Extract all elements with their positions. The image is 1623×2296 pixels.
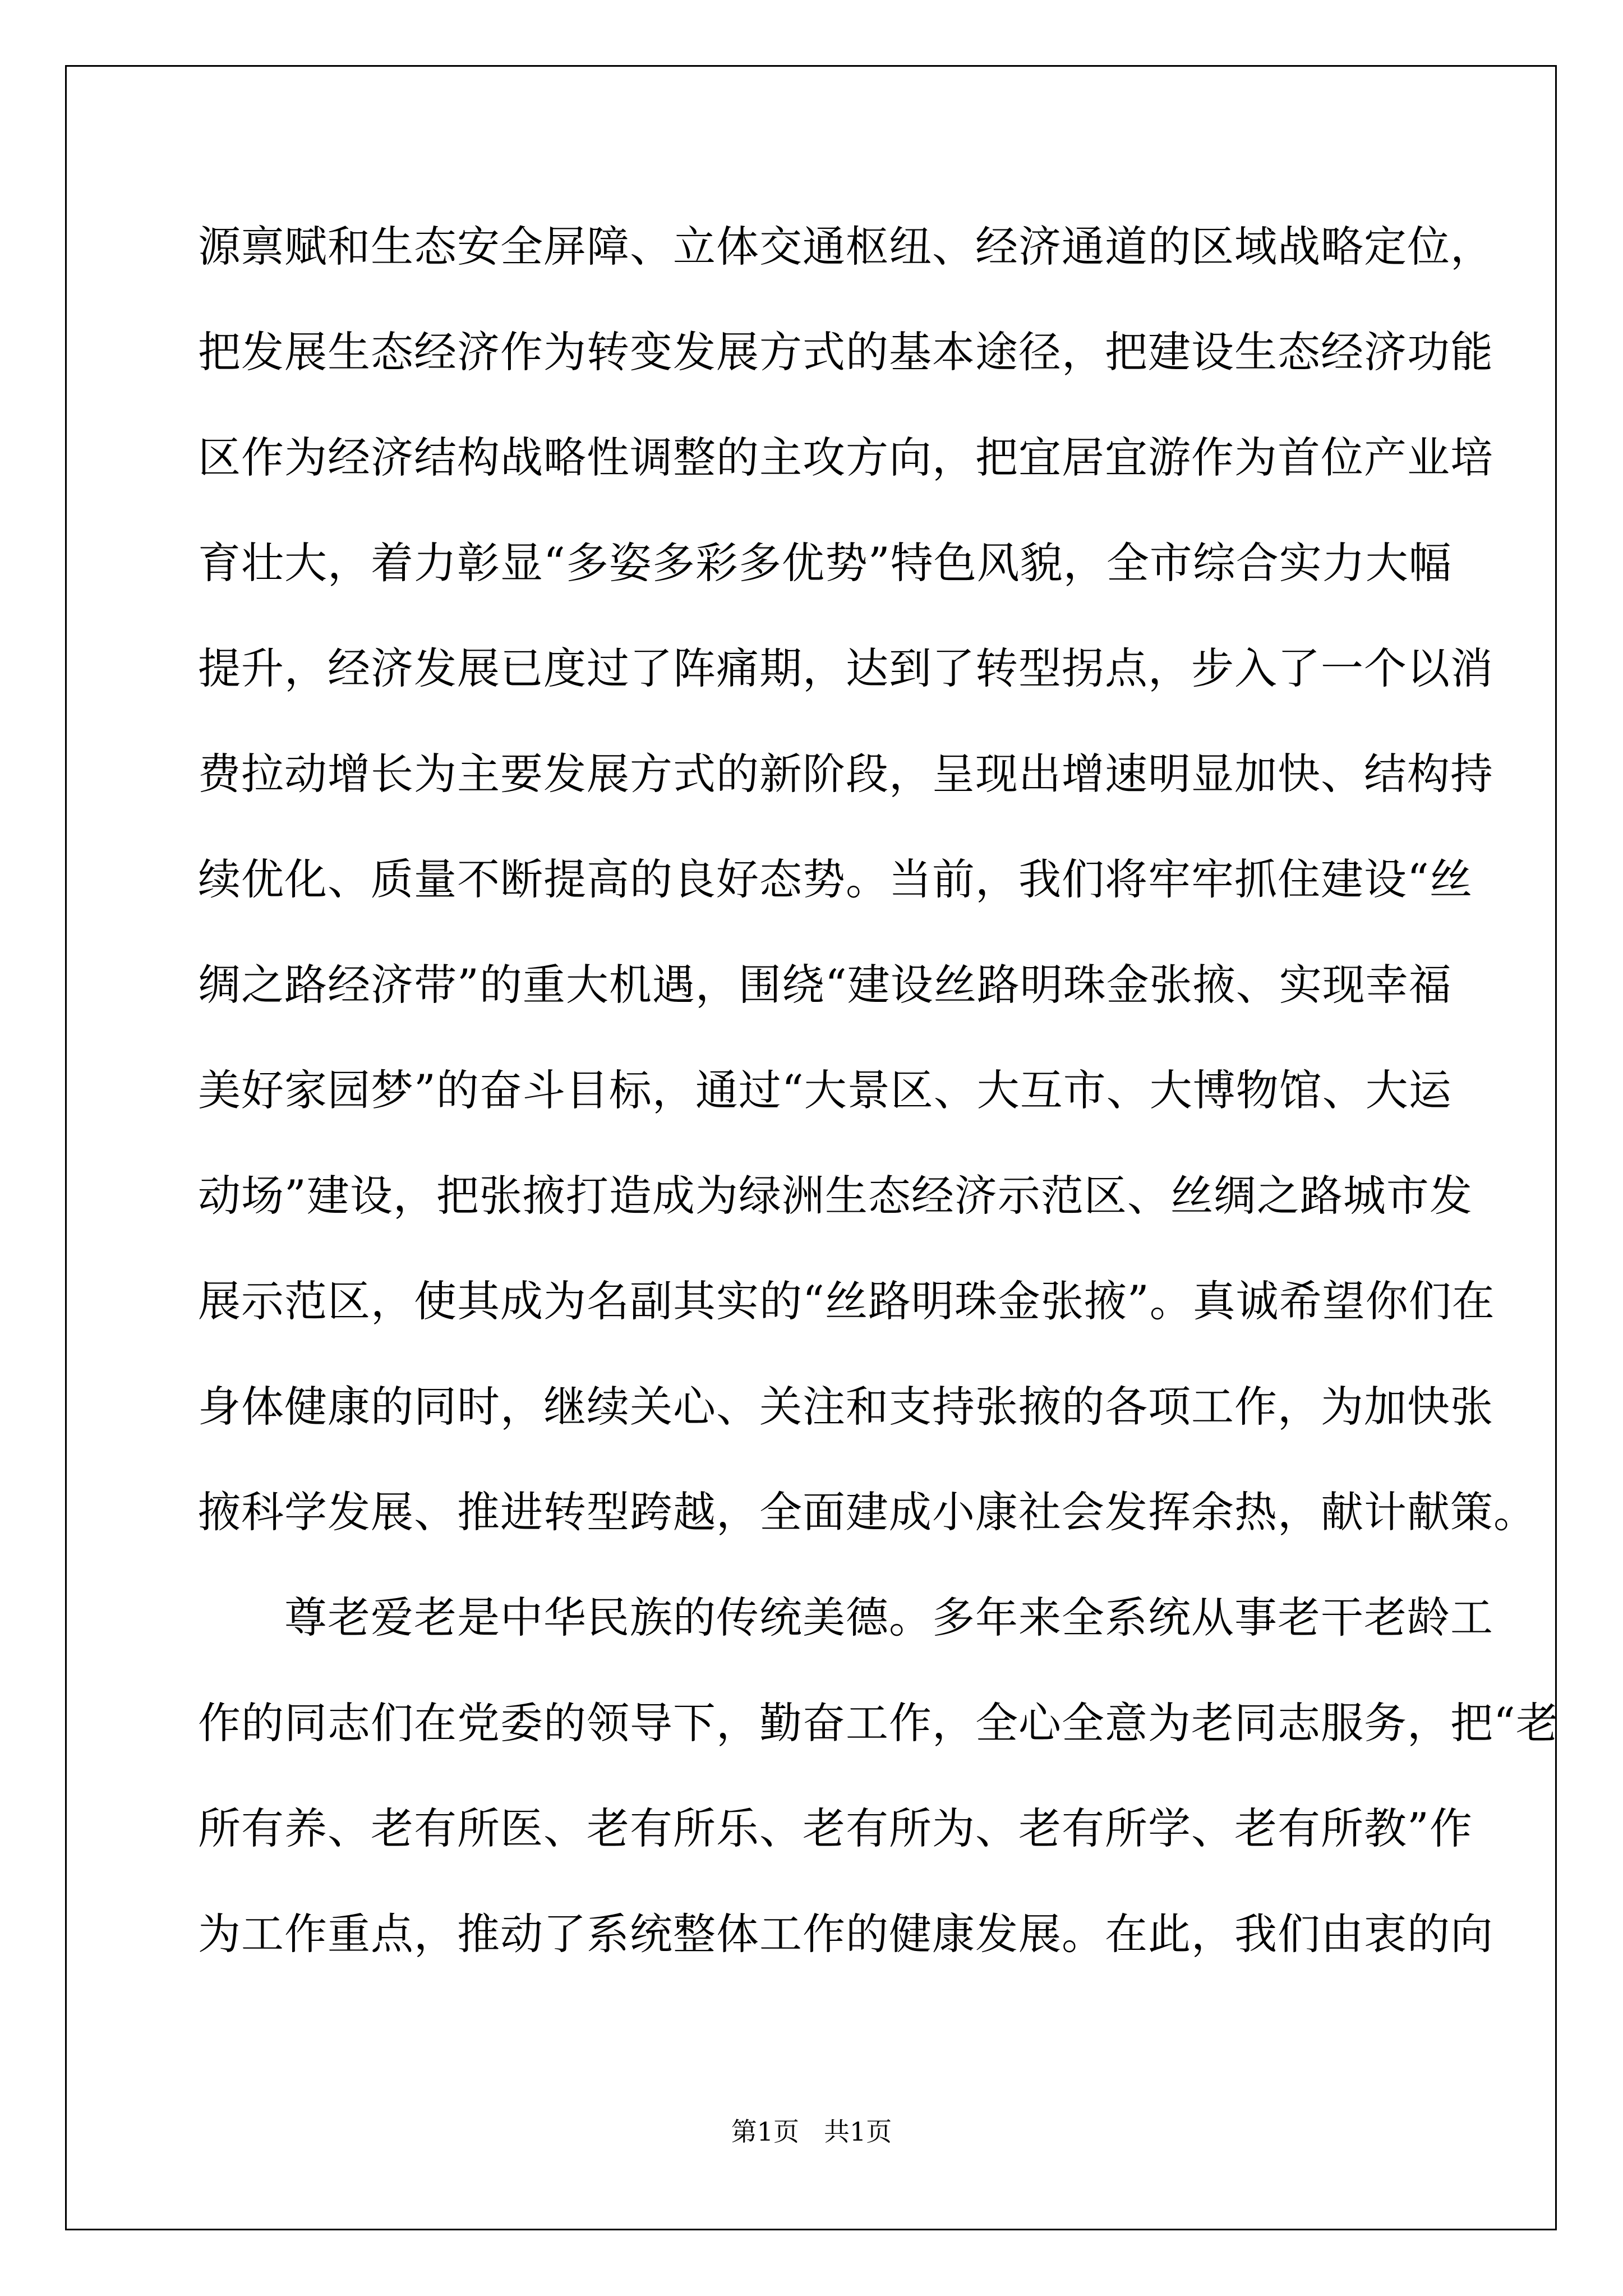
text-line: 育壮大，着力彰显“多姿多彩多优势”特色风貌，全市综合实力大幅 — [198, 538, 1452, 588]
text-line: 所有养、老有所医、老有所乐、老有所为、老有所学、老有所教”作 — [198, 1803, 1473, 1853]
text-line: 区作为经济结构战略性调整的主攻方向，把宜居宜游作为首位产业培 — [198, 432, 1493, 482]
text-line: 为工作重点，推动了系统整体工作的健康发展。在此，我们由衷的向 — [198, 1909, 1493, 1959]
text-line: 身体健康的同时，继续关心、关注和支持张掖的各项工作，为加快张 — [198, 1382, 1493, 1432]
page-footer — [0, 2115, 1623, 2148]
text-line: 展示范区，使其成为名副其实的“丝路明珠金张掖”。真诚希望你们在 — [198, 1276, 1495, 1326]
text-line: 掖科学发展、推进转型跨越，全面建成小康社会发挥余热，献计献策。 — [198, 1487, 1537, 1537]
page-total: 共1页 — [823, 2116, 892, 2147]
text-line: 续优化、质量不断提高的良好态势。当前，我们将牢牢抓住建设“丝 — [198, 854, 1473, 904]
text-line: 美好家园梦”的奋斗目标，通过“大景区、大互市、大博物馆、大运 — [198, 1065, 1452, 1115]
text-line: 提升，经济发展已度过了阵痛期，达到了转型拐点，步入了一个以消 — [198, 643, 1493, 693]
text-line: 作的同志们在党委的领导下，勤奋工作，全心全意为老同志服务，把“老 — [198, 1698, 1559, 1748]
text-line: 费拉动增长为主要发展方式的新阶段，呈现出增速明显加快、结构持 — [198, 749, 1493, 799]
text-line: 源禀赋和生态安全屏障、立体交通枢纽、经济通道的区域战略定位， — [198, 222, 1493, 272]
text-line: 绸之路经济带”的重大机遇，围绕“建设丝路明珠金张掖、实现幸福 — [198, 960, 1452, 1010]
text-line: 尊老爱老是中华民族的传统美德。多年来全系统从事老干老龄工 — [198, 1593, 1493, 1642]
text-line: 把发展生态经济作为转变发展方式的基本途径，把建设生态经济功能 — [198, 327, 1493, 377]
text-line: 动场”建设，把张掖打造成为绿洲生态经济示范区、丝绸之路城市发 — [198, 1171, 1473, 1221]
page-number: 第1页 — [731, 2116, 800, 2147]
page-border — [65, 65, 1557, 2230]
